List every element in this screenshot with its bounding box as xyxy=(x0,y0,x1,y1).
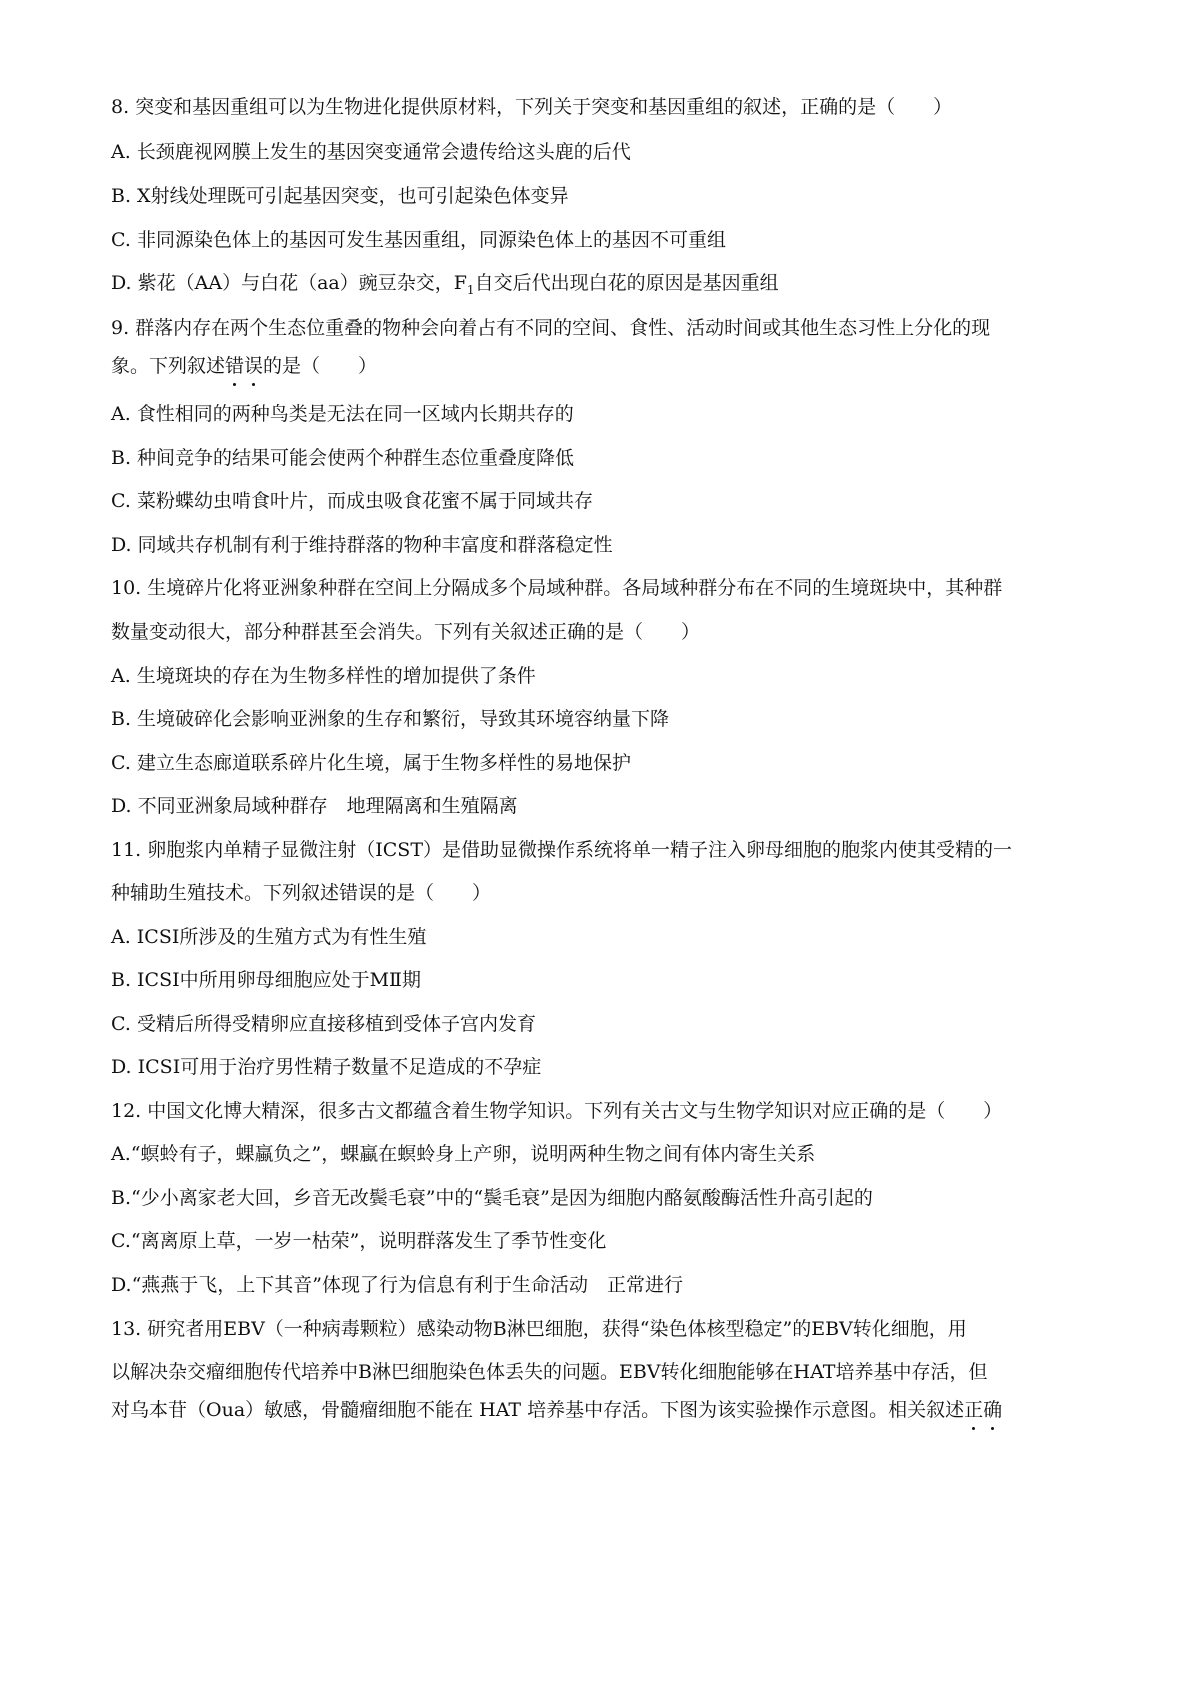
question-11-option-a: A. ICSI所涉及的生殖方式为有性生殖 xyxy=(111,926,427,948)
stem-text: 象。下列叙述 xyxy=(111,355,226,377)
emphasis-char: 误 xyxy=(244,355,264,377)
subscript-f1: 1 xyxy=(466,282,475,297)
question-11-stem-line-2: 种辅助生殖技术。下列叙述错误的是（ ） xyxy=(111,882,492,904)
stem-text: 对乌本苷（Oua）敏感，骨髓瘤细胞不能在 HAT 培养基中存活。下图为该实验操作示意图。相关叙述 xyxy=(111,1399,965,1421)
question-9-stem-line-2 xyxy=(111,353,377,379)
question-9-option-d: D. 同域共存机制有利于维持群落的物种丰富度和群落稳定性 xyxy=(111,534,613,556)
question-10-option-a: A. 生境斑块的存在为生物多样性的增加提供了条件 xyxy=(111,665,536,687)
question-9-option-a: A. 食性相同的两种鸟类是无法在同一区域内长期共存的 xyxy=(111,403,574,425)
emphasis-char: 错 xyxy=(225,355,245,377)
question-12-option-d: D.“燕燕于飞，上下其音”体现了行为信息有利于生命活动 正常进行 xyxy=(111,1274,684,1296)
question-13-line-2: 以解决杂交瘤细胞传代培养中B淋巴细胞染色体丢失的问题。EBV转化细胞能够在HAT培养基中存活，但 xyxy=(111,1361,988,1383)
emphasis-char: 正 xyxy=(964,1399,984,1421)
question-12-option-c: C.“离离原上草，一岁一枯荣”，说明群落发生了季节性变化 xyxy=(111,1230,607,1252)
question-8-option-d xyxy=(111,270,779,296)
question-8-option-c: C. 非同源染色体上的基因可发生基因重组，同源染色体上的基因不可重组 xyxy=(111,229,726,251)
question-10-option-b: B. 生境破碎化会影响亚洲象的生存和繁衍，导致其环境容纳量下降 xyxy=(111,708,670,730)
question-8-option-b: B. X射线处理既可引起基因突变，也可引起染色体变异 xyxy=(111,185,569,207)
question-12-stem: 12. 中国文化博大精深，很多古文都蕴含着生物学知识。下列有关古文与生物学知识对应正确的是（ ） xyxy=(111,1100,1003,1122)
question-9-stem-line-1: 9. 群落内存在两个生态位重叠的物种会向着占有不同的空间、食性、活动时间或其他生态习性上分化的现 xyxy=(111,317,991,339)
question-11-option-c: C. 受精后所得受精卵应直接移植到受体子宫内发育 xyxy=(111,1013,536,1035)
question-11-stem-line-1: 11. 卵胞浆内单精子显微注射（ICST）是借助显微操作系统将单一精子注入卵母细胞的胞浆内使其受精的一 xyxy=(111,839,1012,861)
question-12-option-a: A.“螟蛉有子，蜾蠃负之”，蜾蠃在螟蛉身上产卵，说明两种生物之间有体内寄生关系 xyxy=(111,1143,816,1165)
question-8-stem: 8. 突变和基因重组可以为生物进化提供原材料，下列关于突变和基因重组的叙述，正确的是（ ） xyxy=(111,96,953,118)
question-11-option-b: B. ICSI中所用卵母细胞应处于MⅡ期 xyxy=(111,969,421,991)
question-10-stem-line-2: 数量变动很大，部分种群甚至会消失。下列有关叙述正确的是（ ） xyxy=(111,621,701,643)
question-10-option-c: C. 建立生态廊道联系碎片化生境，属于生物多样性的易地保护 xyxy=(111,752,631,774)
question-13-line-3 xyxy=(111,1397,1002,1423)
option-d-text-end: 自交后代出现白花的原因是基因重组 xyxy=(474,272,779,294)
question-11-option-d: D. ICSI可用于治疗男性精子数量不足造成的不孕症 xyxy=(111,1056,542,1078)
question-10-option-d: D. 不同亚洲象局域种群存 地理隔离和生殖隔离 xyxy=(111,795,518,817)
option-d-text-start: D. 紫花（AA）与白花（aa）豌豆杂交，F xyxy=(111,272,467,294)
question-10-stem-line-1: 10. 生境碎片化将亚洲象种群在空间上分隔成多个局域种群。各局域种群分布在不同的生境斑块中，其种群 xyxy=(111,577,1003,599)
question-9-option-c: C. 菜粉蝶幼虫啃食叶片，而成虫吸食花蜜不属于同域共存 xyxy=(111,490,593,512)
emphasis-char: 确 xyxy=(983,1399,1003,1421)
question-9-option-b: B. 种间竞争的结果可能会使两个种群生态位重叠度降低 xyxy=(111,447,575,469)
stem-text: 的是（ ） xyxy=(263,355,378,377)
question-12-option-b: B.“少小离家老大回，乡音无改鬓毛衰”中的“鬓毛衰”是因为细胞内酪氨酸酶活性升高引起的 xyxy=(111,1187,873,1209)
question-8-option-a: A. 长颈鹿视网膜上发生的基因突变通常会遗传给这头鹿的后代 xyxy=(111,141,631,163)
question-13-line-1: 13. 研究者用EBV（一种病毒颗粒）感染动物B淋巴细胞，获得“染色体核型稳定”的EBV转化细胞，用 xyxy=(111,1318,967,1340)
